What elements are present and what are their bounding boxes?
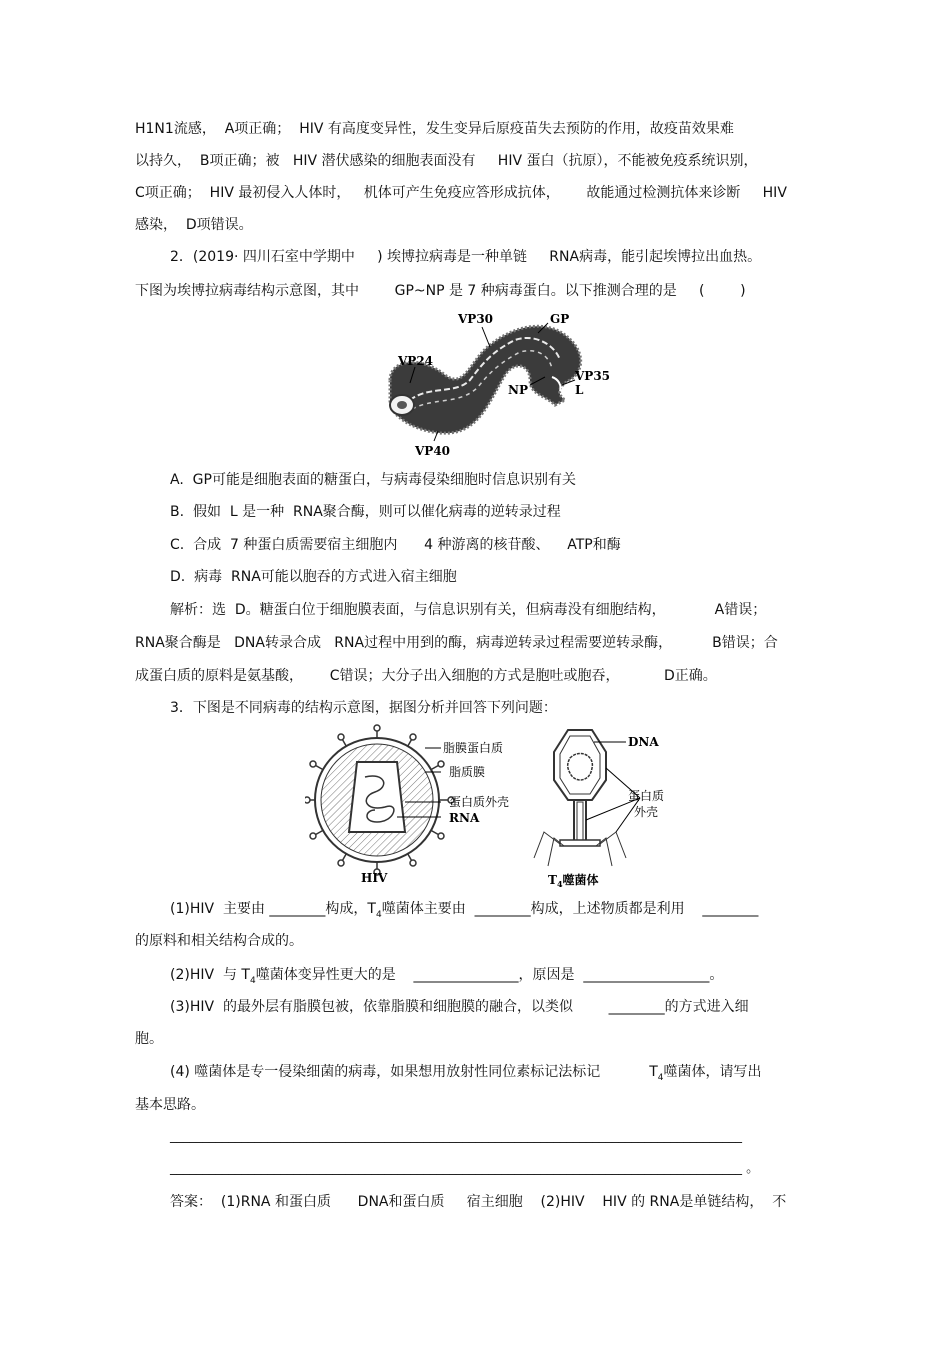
label-vp35: VP35 — [575, 369, 611, 383]
label-gp: GP — [550, 312, 570, 326]
hiv-diagram — [305, 722, 535, 887]
ebola-envelope — [390, 326, 581, 433]
label-protein-coat: 蛋白质 — [628, 789, 665, 803]
t4-phage-diagram — [530, 728, 690, 888]
analysis-line: 解析：选 D。糖蛋白位于细胞膜表面，与信息识别有关，但病毒没有细胞结构， A错误； — [170, 602, 767, 618]
label-np: NP — [508, 383, 528, 397]
label-dna: DNA — [628, 735, 659, 749]
ebola-end-core — [397, 401, 407, 409]
text-line: 的原料和相关结构合成的。 — [135, 933, 303, 949]
label-membrane-protein: 脂膜蛋白质 — [443, 741, 504, 755]
answer-blank: ________________________________________________________________________________________ 。 — [170, 1161, 760, 1176]
text-line: 感染， D项错误。 — [135, 217, 253, 233]
question-3-3: (3)HIV 的最外层有脂膜包被，依靠脂膜和细胞膜的融合，以类似 ________的方式进入细 — [170, 999, 749, 1015]
label-rna: RNA — [449, 811, 480, 825]
question-3-2: (2)HIV 与 $T_4$噬菌体变异性更大的是 _______________，原因是 __________________。 — [170, 967, 724, 986]
text-line: 下图为埃博拉病毒结构示意图，其中 GP~NP 是 7 种病毒蛋白。以下推测合理的是 ( ) — [135, 283, 746, 299]
analysis-line: RNA聚合酶是 DNA转录合成 RNA过程中用到的酶，病毒逆转录过程需要逆转录酶， B错误；合 — [135, 635, 778, 651]
base-plate — [560, 840, 600, 846]
option-a: A. GP可能是细胞表面的糖蛋白，与病毒侵染细胞时信息识别有关 — [170, 472, 576, 488]
label-vp40: VP40 — [415, 444, 451, 458]
label-vp30: VP30 — [458, 312, 494, 326]
question-3-1: (1)HIV 主要由 ________构成，$T_4$噬菌体主要由 ________构成，上述物质都是利用 ________ — [170, 901, 759, 920]
label-vp24: VP24 — [398, 354, 434, 368]
hiv-caption: HIV — [361, 871, 388, 885]
pointer-line — [482, 327, 490, 347]
tail-core — [577, 802, 583, 840]
text-line: 基本思路。 — [135, 1097, 205, 1113]
analysis-line: 成蛋白质的原料是氨基酸， C错误；大分子出入细胞的方式是胞吐或胞吞， D正确。 — [135, 668, 717, 684]
question-2-stem: 2．(2019· 四川石室中学期中 ) 埃博拉病毒是一种单链 RNA病毒，能引起埃博拉出血热。 — [170, 249, 762, 265]
option-b: B. 假如 L 是一种 RNA聚合酶，则可以催化病毒的逆转录过程 — [170, 504, 561, 520]
label-protein-coat-2: 外壳 — [634, 805, 659, 819]
text-line: H1N1流感， A项正确； HIV 有高度变异性，发生变异后原疫苗失去预防的作用，故疫苗效果难 — [135, 121, 734, 137]
text-line: C项正确； HIV 最初侵入人体时， 机体可产生免疫应答形成抗体， 故能通过检测抗体来诊断 HIV — [135, 185, 787, 201]
option-d: D. 病毒 RNA可能以胞吞的方式进入宿主细胞 — [170, 569, 457, 585]
answer-line: 答案： (1)RNA 和蛋白质 DNA和蛋白质 宿主细胞 (2)HIV HIV 的 RNA是单链结构， 不 — [170, 1194, 787, 1210]
question-3-4: (4) 噬菌体是专一侵染细菌的病毒，如果想用放射性同位素标记法标记 $T_4$噬菌体，请写出 — [170, 1064, 762, 1083]
label-capsid: 蛋白质外壳 — [449, 795, 510, 809]
t4-caption: $T_4$噬菌体 — [548, 873, 599, 888]
dna-coil — [568, 753, 593, 779]
label-l: L — [575, 383, 584, 397]
text-line: 胞。 — [135, 1031, 163, 1047]
text-line: 以持久， B项正确；被 HIV 潜伏感染的细胞表面没有 HIV 蛋白（抗原），不能被免疫系统识别， — [135, 153, 758, 169]
answer-blank: ________________________________________________________________________________________ — [170, 1129, 742, 1144]
label-lipid-membrane: 脂质膜 — [449, 765, 486, 779]
ebola-virus-diagram — [370, 305, 630, 460]
question-3-stem: 3．下图是不同病毒的结构示意图，据图分析并回答下列问题： — [170, 700, 557, 716]
option-c: C. 合成 7 种蛋白质需要宿主细胞内 4 种游离的核苷酸、 ATP和酶 — [170, 537, 621, 553]
